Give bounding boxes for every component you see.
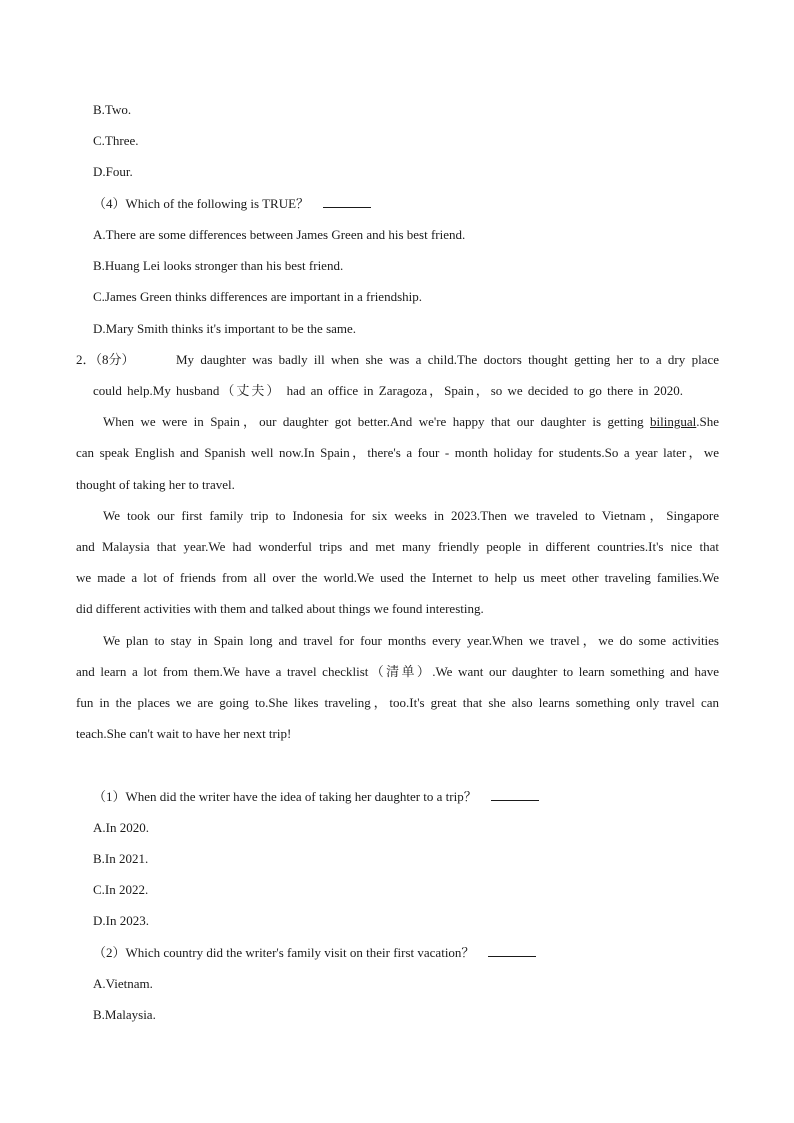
sub1-option-a: A.In 2020. bbox=[93, 820, 149, 835]
option-a-q4: A.There are some differences between James Green and his best friend. bbox=[93, 227, 466, 242]
option-c-q4: C.James Green thinks differences are important in a friendship. bbox=[93, 289, 422, 304]
passage-p1-line1: My daughter was badly ill when she was a child.The doctors thought getting her to a dry place bbox=[176, 352, 719, 367]
subquestion-1-text: （1）When did the writer have the idea of taking her daughter to a trip？ bbox=[93, 789, 477, 804]
passage-p1-line2: could help.My husband（丈夫） had an office in Zaragoza，Spain，so we decided to go there in 2020. bbox=[93, 383, 683, 398]
answer-blank bbox=[491, 789, 539, 801]
sub1-option-c: C.In 2022. bbox=[93, 882, 149, 897]
p2-text-a: When we were in Spain，our daughter got better.And we're happy that our daughter is getting bbox=[103, 414, 644, 429]
answer-blank bbox=[323, 196, 371, 208]
answer-blank bbox=[488, 945, 536, 957]
option-b-q3: B.Two. bbox=[93, 102, 132, 117]
passage-p3-line3: we made a lot of friends from all over the world.We used the Internet to help us meet other traveling families.We bbox=[76, 570, 719, 585]
passage-p4-line1: We plan to stay in Spain long and travel for four months every year.When we travel，we do some activities bbox=[103, 633, 719, 648]
passage-p4-line4: teach.She can't wait to have her next trip! bbox=[76, 726, 292, 741]
sub2-option-a: A.Vietnam. bbox=[93, 976, 153, 991]
question-4-text: （4）Which of the following is TRUE？ bbox=[93, 196, 310, 211]
sub2-option-b: B.Malaysia. bbox=[93, 1007, 156, 1022]
option-b-q4: B.Huang Lei looks stronger than his best friend. bbox=[93, 258, 344, 273]
underlined-word: bilingual bbox=[650, 414, 697, 429]
p2-text-b: .She bbox=[696, 414, 719, 429]
question-4-prompt bbox=[93, 196, 371, 212]
passage-p3-line4: did different activities with them and talked about things we found interesting. bbox=[76, 601, 484, 616]
passage-p2-line1 bbox=[103, 414, 719, 430]
passage-p2-line2: can speak English and Spanish well now.In Spain，there's a four - month holiday for students.So a year later，we bbox=[76, 445, 719, 460]
option-d-q3: D.Four. bbox=[93, 164, 133, 179]
passage-p4-line2: and learn a lot from them.We have a travel checklist（清单）.We want our daughter to learn something and have bbox=[76, 664, 719, 679]
passage-p3-line2: and Malaysia that year.We had wonderful trips and met many friendly people in different countries.It's nice that bbox=[76, 539, 719, 554]
question-2-number: 2．（8分） bbox=[76, 352, 135, 367]
passage-p3-line1: We took our first family trip to Indonesia for six weeks in 2023.Then we traveled to Vietnam，Singapore bbox=[103, 508, 719, 523]
sub1-option-d: D.In 2023. bbox=[93, 913, 149, 928]
option-c-q3: C.Three. bbox=[93, 133, 139, 148]
subquestion-2-text: （2）Which country did the writer's family visit on their first vacation？ bbox=[93, 945, 475, 960]
sub1-option-b: B.In 2021. bbox=[93, 851, 149, 866]
subquestion-2-prompt bbox=[93, 945, 536, 961]
subquestion-1-prompt bbox=[93, 789, 539, 805]
passage-p4-line3: fun in the places we are going to.She likes traveling，too.It's great that she also learns something only travel can bbox=[76, 695, 719, 710]
passage-p2-line3: thought of taking her to travel. bbox=[76, 477, 235, 492]
option-d-q4: D.Mary Smith thinks it's important to be the same. bbox=[93, 321, 357, 336]
